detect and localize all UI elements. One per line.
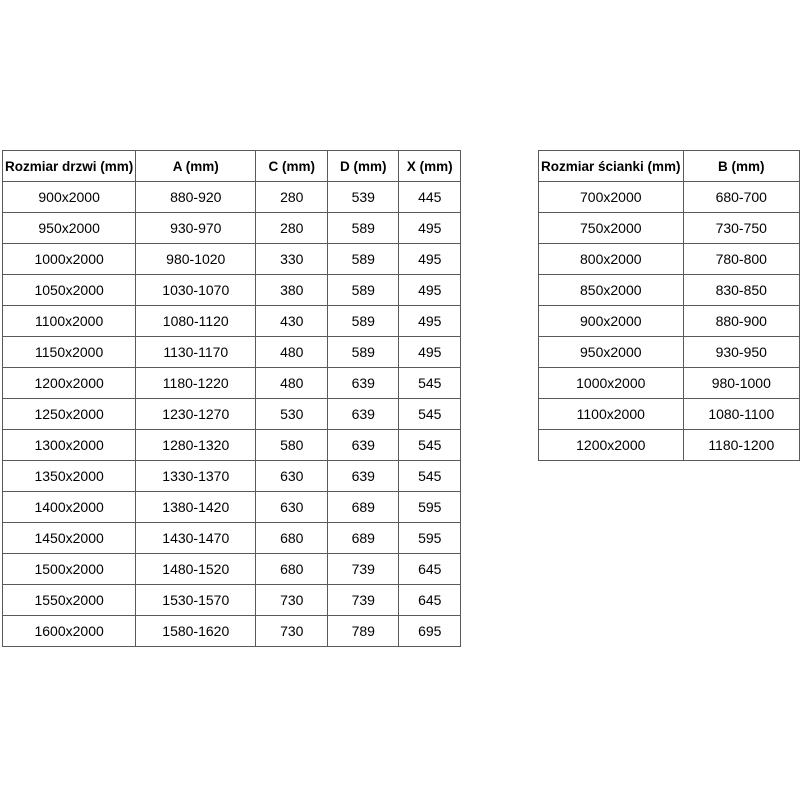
table-cell: 589 [328,337,399,368]
table-cell: 900x2000 [539,306,684,337]
table-cell: 630 [256,461,328,492]
table-cell: 800x2000 [539,244,684,275]
table-cell: 1180-1200 [683,430,799,461]
table-cell: 539 [328,182,399,213]
table-row [3,523,461,554]
table-cell: 1200x2000 [3,368,136,399]
table-row [3,368,461,399]
table-cell: 880-900 [683,306,799,337]
table-row [539,275,800,306]
table-cell: 880-920 [136,182,256,213]
table-cell: 639 [328,399,399,430]
table-cell: 330 [256,244,328,275]
table-cell: 1280-1320 [136,430,256,461]
wall-panel-dimensions-table [538,150,800,461]
table-row [539,213,800,244]
header-row [539,151,800,182]
table-cell: 1480-1520 [136,554,256,585]
table-cell: 1530-1570 [136,585,256,616]
table-row [3,213,461,244]
table-cell: 689 [328,492,399,523]
table-cell: 1000x2000 [3,244,136,275]
table-cell: 639 [328,430,399,461]
table-cell: 1400x2000 [3,492,136,523]
table-cell: 930-970 [136,213,256,244]
table-cell: 789 [328,616,399,647]
table-row [3,244,461,275]
table-row [3,492,461,523]
table-row [3,430,461,461]
table-cell: 495 [399,337,461,368]
table-cell: 445 [399,182,461,213]
table-row [3,616,461,647]
table-cell: 495 [399,275,461,306]
table-cell: 1080-1100 [683,399,799,430]
table-cell: 950x2000 [539,337,684,368]
table-cell: 630 [256,492,328,523]
table-cell: 1000x2000 [539,368,684,399]
table-cell: 639 [328,461,399,492]
table-cell: 480 [256,368,328,399]
table-cell: 680 [256,554,328,585]
table-cell: 850x2000 [539,275,684,306]
table-cell: 1430-1470 [136,523,256,554]
table-cell: 589 [328,244,399,275]
column-header: Rozmiar ścianki (mm) [539,151,684,182]
table-cell: 589 [328,275,399,306]
table-cell: 1600x2000 [3,616,136,647]
table-cell: 1050x2000 [3,275,136,306]
table-cell: 595 [399,523,461,554]
table-cell: 645 [399,585,461,616]
table-cell: 545 [399,399,461,430]
table-cell: 980-1000 [683,368,799,399]
table-row [3,585,461,616]
table-cell: 495 [399,213,461,244]
table-cell: 695 [399,616,461,647]
table-cell: 1580-1620 [136,616,256,647]
table-cell: 430 [256,306,328,337]
table-row [3,306,461,337]
table-cell: 730 [256,585,328,616]
table-cell: 545 [399,430,461,461]
table-row [3,337,461,368]
table-row [3,461,461,492]
table-cell: 739 [328,554,399,585]
table-cell: 1500x2000 [3,554,136,585]
table-cell: 589 [328,213,399,244]
table-row [539,368,800,399]
table-row [3,554,461,585]
table-cell: 900x2000 [3,182,136,213]
table-cell: 495 [399,306,461,337]
table-cell: 780-800 [683,244,799,275]
table-cell: 830-850 [683,275,799,306]
table-cell: 1550x2000 [3,585,136,616]
table-row [539,182,800,213]
column-header: Rozmiar drzwi (mm) [3,151,136,182]
table-cell: 1150x2000 [3,337,136,368]
table-cell: 1450x2000 [3,523,136,554]
table-row [539,399,800,430]
table-cell: 750x2000 [539,213,684,244]
table-row [3,275,461,306]
table-row [3,182,461,213]
table-cell: 545 [399,461,461,492]
table-cell: 1100x2000 [3,306,136,337]
table-row [539,244,800,275]
table-cell: 380 [256,275,328,306]
column-header: D (mm) [328,151,399,182]
table-row [539,337,800,368]
table-cell: 589 [328,306,399,337]
table-cell: 689 [328,523,399,554]
table-cell: 645 [399,554,461,585]
table-cell: 739 [328,585,399,616]
table-cell: 1180-1220 [136,368,256,399]
table-row [3,399,461,430]
table-cell: 700x2000 [539,182,684,213]
table-cell: 639 [328,368,399,399]
table-cell: 1030-1070 [136,275,256,306]
table-cell: 1080-1120 [136,306,256,337]
table-cell: 930-950 [683,337,799,368]
column-header: A (mm) [136,151,256,182]
table-cell: 680 [256,523,328,554]
table-cell: 1230-1270 [136,399,256,430]
table-cell: 495 [399,244,461,275]
table-cell: 580 [256,430,328,461]
table-row [539,306,800,337]
table-cell: 595 [399,492,461,523]
table-cell: 1380-1420 [136,492,256,523]
table-cell: 1130-1170 [136,337,256,368]
header-row [3,151,461,182]
table-cell: 950x2000 [3,213,136,244]
table-row [539,430,800,461]
column-header: X (mm) [399,151,461,182]
table-cell: 280 [256,182,328,213]
column-header: B (mm) [683,151,799,182]
column-header: C (mm) [256,151,328,182]
table-cell: 1330-1370 [136,461,256,492]
table-cell: 530 [256,399,328,430]
table-cell: 1300x2000 [3,430,136,461]
door-dimensions-table [2,150,461,647]
table-cell: 1200x2000 [539,430,684,461]
table-cell: 730 [256,616,328,647]
table-cell: 1350x2000 [3,461,136,492]
table-cell: 545 [399,368,461,399]
table-cell: 730-750 [683,213,799,244]
table-cell: 1100x2000 [539,399,684,430]
table-cell: 680-700 [683,182,799,213]
table-cell: 1250x2000 [3,399,136,430]
table-cell: 280 [256,213,328,244]
table-cell: 480 [256,337,328,368]
table-cell: 980-1020 [136,244,256,275]
